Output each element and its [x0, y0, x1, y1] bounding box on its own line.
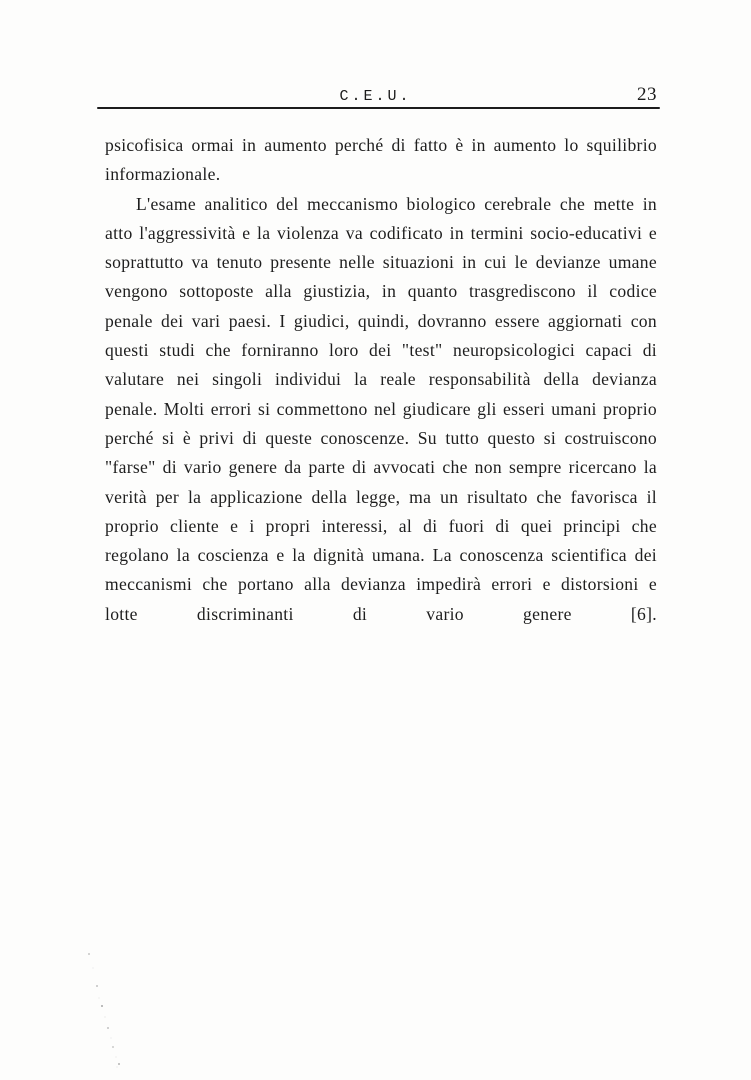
page-body: [105, 131, 657, 629]
paragraph-continuation: psicofisica ormai in aumento perché di fatto è in aumento lo squilibrio informazionale.: [105, 135, 657, 185]
running-header-title: C.E.U.: [339, 88, 412, 105]
header-rule: [97, 107, 660, 109]
scan-artifacts: [0, 0, 1, 1]
paragraph: L'esame analitico del meccanismo biologico cerebrale che mette in atto l'aggressività e la violenza va codificato in termini socio-educativi e soprattutto va tenuto presente nelle situazioni in cui le devianze umane vengono sottoposte alla giustizia, in quanto trasgrediscono il codice penale dei vari paesi. I giudici, quindi, dovranno essere aggiornati con questi studi che forniranno loro dei "test" neuropsicologici capaci di valutare nei singoli individui la reale responsabilità della devianza penale. Molti errori si commettono nel giudicare gli esseri umani proprio perché si è privi di queste conoscenze. Su tutto questo si costruiscono "farse" di vario genere da parte di avvocati che non sempre ricercano la verità per la applicazione della legge, ma un risultato che favorisca il proprio cliente e i propri interessi, al di fuori di quei principi che regolano la coscienza e la dignità umana. La conoscenza scientifica dei meccanismi che portano alla devianza impedirà errori e distorsioni e lotte discriminanti di vario genere [6].: [105, 193, 657, 624]
page-header: [0, 0, 751, 120]
page-number: 23: [637, 84, 657, 105]
scan-speckle-trail: [88, 953, 90, 955]
